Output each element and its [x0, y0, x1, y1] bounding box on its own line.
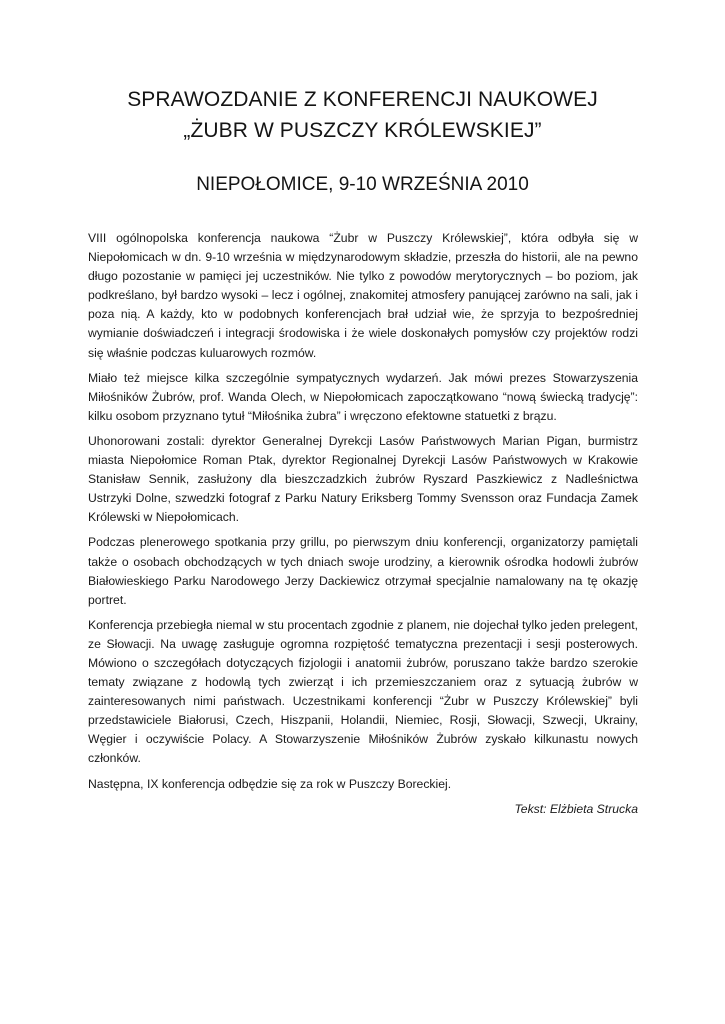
title-block: [0, 84, 725, 146]
title-line-1: SPRAWOZDANIE Z KONFERENCJI NAUKOWEJ: [127, 88, 598, 111]
paragraph-4: Podczas plenerowego spotkania przy grillu, po pierwszym dniu konferencji, organizatorzy pamiętali także o osobach obchodzących w tych dniach swoje urodziny, a kierownik ośrodka hodowli żubrów Białowieskiego Parku Narodowego Jerzy Dackiewicz otrzymał specjalnie namalowany na tę okazję portret.: [88, 535, 638, 607]
paragraph-1: VIII ogólnopolska konferencja naukowa “Żubr w Puszczy Królewskiej”, która odbyła się w Niepołomicach w dn. 9-10 września w międzynarodowym składzie, przeszła do historii, ale na pewno długo pozostanie w pamięci jej uczestników. Nie tylko z powodów merytorycznych – bo poziom, jak podkreślano, był bardzo wysoki – lecz i ogólnej, znakomitej atmosfery panującej zarówno na sali, jak i poza nią. A każdy, kto w podobnych konferencjach brał udział wie, że sprzyja to bezpośredniej wymianie doświadczeń i integracji środowiska i że wiele doskonałych pomysłów czy projektów rodzi się właśnie podczas kuluarowych rozmów.: [88, 231, 638, 360]
paragraph-6: Następna, IX konferencja odbędzie się za rok w Puszczy Boreckiej.: [88, 776, 452, 791]
paragraph-3: Uhonorowani zostali: dyrektor Generalnej Dyrekcji Lasów Państwowych Marian Pigan, burmistrz miasta Niepołomice Roman Ptak, dyrektor Regionalnej Dyrekcji Lasów Państwowych w Krakowie Stanisław Sennik, zasłużony dla bieszczadzkich żubrów Ryszard Paszkiewicz z Nadleśnictwa Ustrzyki Dolne, szwedzki fotograf z Parku Natury Eriksberg Tommy Svensson oraz Fundacja Zamek Królewski w Niepołomicach.: [88, 433, 638, 525]
paragraph-5: Konferencja przebiegła niemal w stu procentach zgodnie z planem, nie dojechał tylko jeden prelegent, ze Słowacji. Na uwagę zasługuje ogromna rozpiętość tematyczna prezentacji i sesji posterowych. Mówiono o szczegółach dotyczących fizjologii i anatomii żubrów, poruszano także bardzo szerokie tematy związane z hodowlą tych zwierząt i ich przemieszczaniem oraz z sytuacją żubrów w zainteresowanych nimi państwach. Uczestnikami konferencji “Żubr w Puszczy Królewskiej” byli przedstawiciele Białorusi, Czech, Hiszpanii, Holandii, Niemiec, Rosji, Słowacji, Szwecji, Ukrainy, Węgier i oczywiście Polacy. A Stowarzyszenie Miłośników Żubrów zyskało kilkunastu nowych członków.: [88, 617, 638, 766]
subtitle-location-date: NIEPOŁOMICE, 9-10 WRZEŚNIA 2010: [196, 174, 529, 195]
author-signature: Tekst: Elżbieta Strucka: [514, 801, 638, 816]
title-line-2: „ŻUBR W PUSZCZY KRÓLEWSKIEJ”: [183, 119, 542, 142]
article-body: [88, 229, 638, 819]
paragraph-2: Miało też miejsce kilka szczególnie sympatycznych wydarzeń. Jak mówi prezes Stowarzyszenia Miłośników Żubrów, prof. Wanda Olech, w Niepołomicach zapoczątkowano “nową świecką tradycję”: kilku osobom przyznano tytuł “Miłośnika żubra” i wręczono efektowne statuetki z brązu.: [88, 370, 638, 423]
